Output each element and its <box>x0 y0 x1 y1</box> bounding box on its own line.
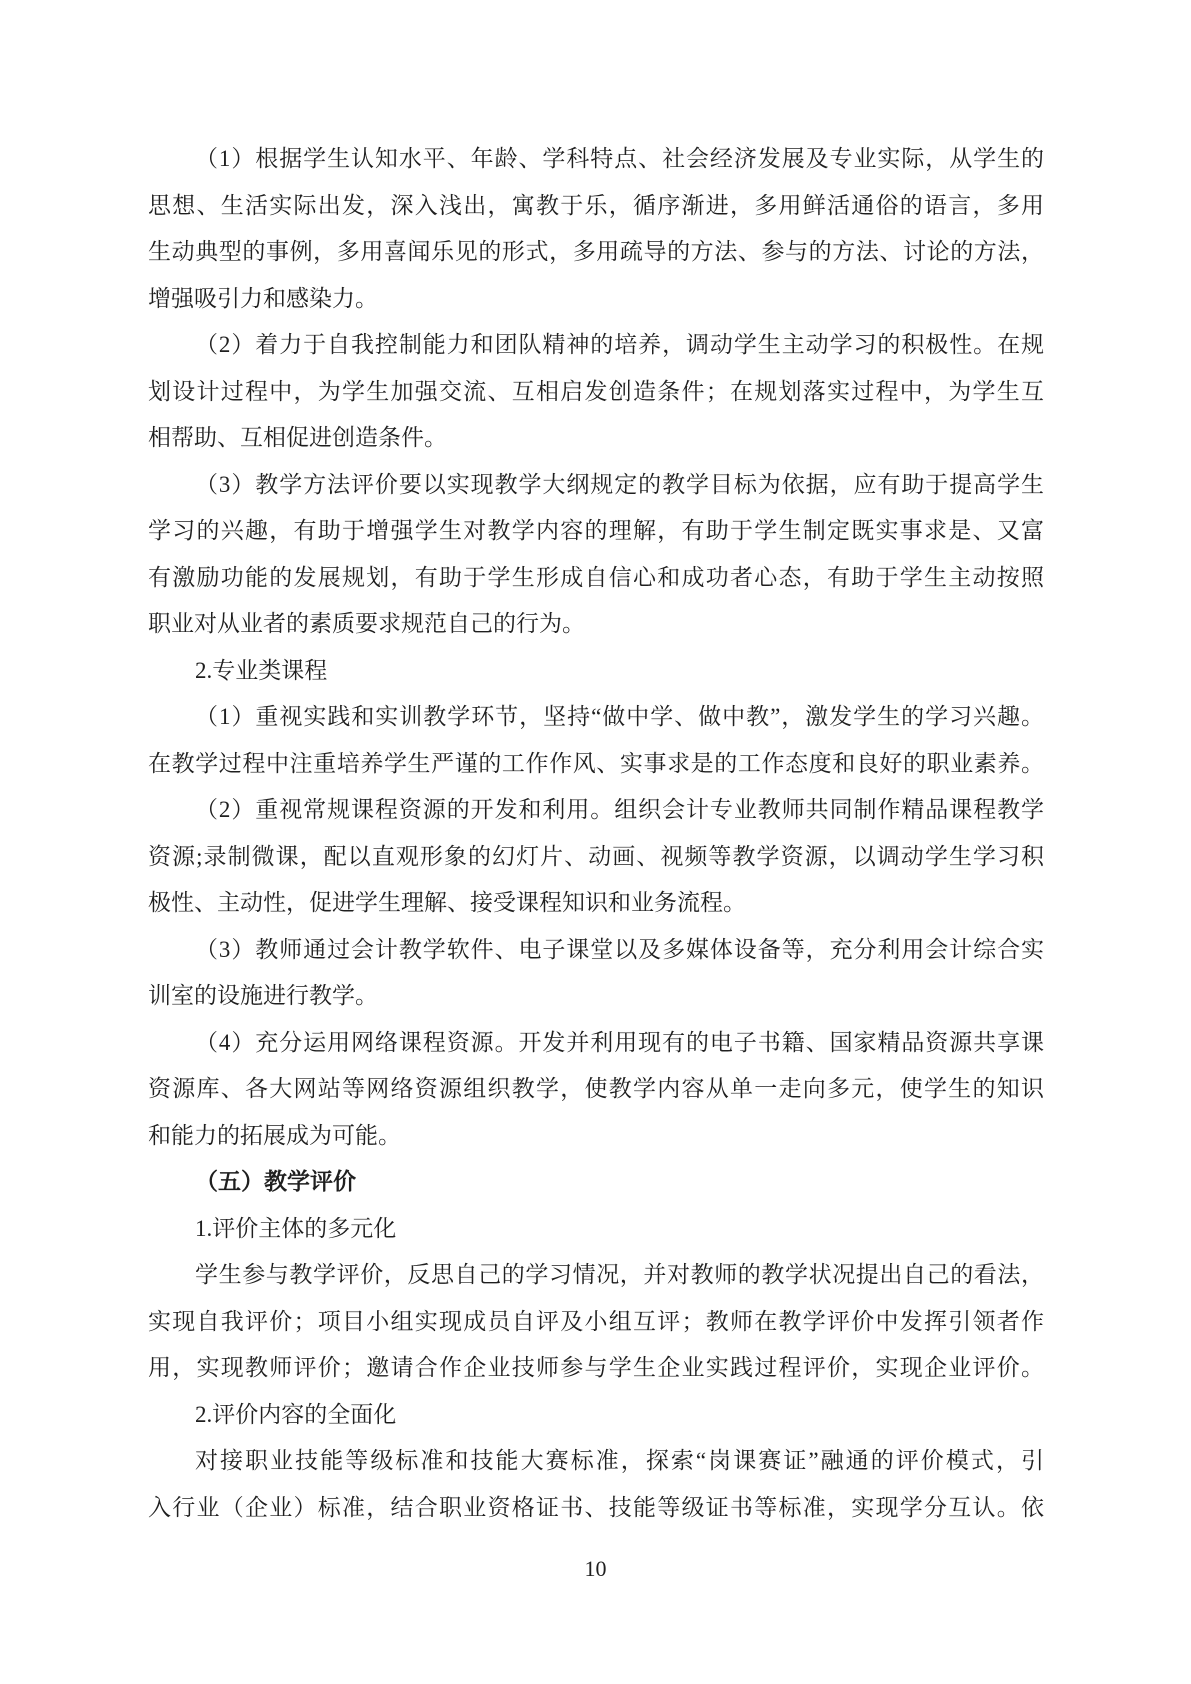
text-line: 2.专业类课程 <box>195 657 328 683</box>
text-line: 资源库、各大网站等网络资源组织教学，使教学内容从单一走向多元，使学生的知识 <box>148 1076 1044 1101</box>
text-line: 职业对从业者的素质要求规范自己的行为。 <box>148 611 585 636</box>
text-line: 生动典型的事例，多用喜闻乐见的形式，多用疏导的方法、参与的方法、讨论的方法， <box>148 239 1044 264</box>
text-line: （3）教学方法评价要以实现教学大纲规定的教学目标为依据，应有助于提高学生 <box>195 471 1044 497</box>
text-line: 增强吸引力和感染力。 <box>148 285 378 311</box>
text-line: 用，实现教师评价；邀请合作企业技师参与学生企业实践过程评价，实现企业评价。 <box>148 1355 1044 1380</box>
text-line: 极性、主动性，促进学生理解、接受课程知识和业务流程。 <box>148 890 746 915</box>
text-line: 实现自我评价；项目小组实现成员自评及小组互评；教师在教学评价中发挥引领者作 <box>148 1308 1044 1334</box>
page-number: 10 <box>584 1556 607 1581</box>
text-line: 对接职业技能等级标准和技能大赛标准，探索“岗课赛证”融通的评价模式，引 <box>195 1448 1044 1473</box>
text-line: （2）重视常规课程资源的开发和利用。组织会计专业教师共同制作精品课程教学 <box>195 797 1044 822</box>
text-line: （2）着力于自我控制能力和团队精神的培养，调动学生主动学习的积极性。在规 <box>195 332 1044 357</box>
text-line: （1）根据学生认知水平、年龄、学科特点、社会经济发展及专业实际，从学生的 <box>195 146 1044 171</box>
text-line: （1）重视实践和实训教学环节，坚持“做中学、做中教”，激发学生的学习兴趣。 <box>195 704 1044 729</box>
text-line: 划设计过程中，为学生加强交流、互相启发创造条件；在规划落实过程中，为学生互 <box>148 378 1044 404</box>
section-heading: （五）教学评价 <box>195 1169 356 1194</box>
text-line: （4）充分运用网络课程资源。开发并利用现有的电子书籍、国家精品资源共享课 <box>195 1029 1044 1055</box>
text-line: 入行业（企业）标准，结合职业资格证书、技能等级证书等标准，实现学分互认。依 <box>148 1494 1044 1520</box>
text-line: 相帮助、互相促进创造条件。 <box>148 425 447 450</box>
text-line: 学生参与教学评价，反思自己的学习情况，并对教师的教学状况提出自己的看法， <box>195 1262 1044 1287</box>
text-line: 有激励功能的发展规划，有助于学生形成自信心和成功者心态，有助于学生主动按照 <box>148 564 1044 590</box>
text-line: 2.评价内容的全面化 <box>195 1401 397 1427</box>
text-line: 资源;录制微课，配以直观形象的幻灯片、动画、视频等教学资源，以调动学生学习积 <box>148 843 1044 869</box>
page-footer <box>0 1556 1191 1582</box>
text-line: 学习的兴趣，有助于增强学生对教学内容的理解，有助于学生制定既实事求是、又富 <box>148 518 1044 543</box>
text-line: 思想、生活实际出发，深入浅出，寓教于乐，循序渐进，多用鲜活通俗的语言，多用 <box>148 192 1044 218</box>
text-line: （3）教师通过会计教学软件、电子课堂以及多媒体设备等，充分利用会计综合实 <box>195 936 1044 962</box>
body-text <box>148 136 1044 1531</box>
text-line: 训室的设施进行教学。 <box>148 983 378 1008</box>
text-line: 在教学过程中注重培养学生严谨的工作作风、实事求是的工作态度和良好的职业素养。 <box>148 750 1044 776</box>
text-line: 1.评价主体的多元化 <box>195 1215 397 1241</box>
text-line: 和能力的拓展成为可能。 <box>148 1122 401 1148</box>
